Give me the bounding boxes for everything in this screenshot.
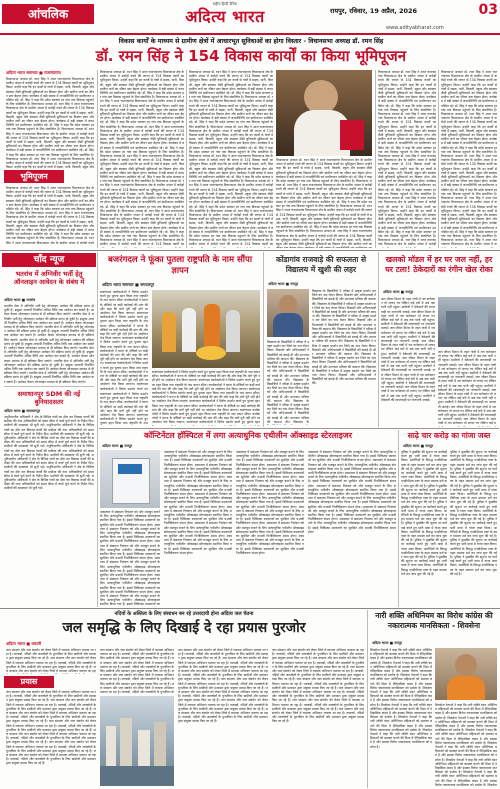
story5-headline: कॉन्टिनेंटल हॉस्पिटल में लगा अत्याधुनिक एथीलीन ऑक्साइड स्टेरलाइजर [143, 431, 352, 440]
divider [375, 70, 376, 248]
lead-body-col1b: विधानसभा अध्यक्ष डॉ. रमन सिंह ने आज राजनांदगांव विधानसभा क्षेत्र के ग्रामीण अंचल में करोड़ों रुपये की लागत से 154 विकास कार्यों का भूमिपूजन किया। उन्होंने कहा कि इन कार्यों से गांवों में सड़क, पानी, बिजली, स्कूल और स्वास्थ्य जैसी बुनियादी सुविधाओं का विस्तार होगा और ग्रामीण जनों का जीवन स्तर बेहतर होगा। कार्यक्रम में बड़ी संख्या में जनप्रतिनिधि एवं ग्रामीणजन उपस्थित रहे। डॉ. सिंह ने कहा कि प्रदेश सरकार हर गांव तक विकास पहुंचाने के लिए संकल्पित है। विधानसभा अध्यक्ष डॉ. रमन सिंह ने आज राजनांदगांव विधानसभा क्षेत्र के ग्रामीण अंचल में करोड़ों रुपये की लागत से 154 विकास कार्यों का भूमिपूजन किया। उन्होंने कहा कि इन कार्यों से गांवों में सड़क, पानी, बिजली, स्कूल और स्वास्थ्य जैसी बुनियादी सुविधाओं का विस्तार होगा और ग्रामीण जनों का जीवन स्तर बेहतर होगा। कार्यक्रम में बड़ी संख्या में जनप्रतिनिधि एवं ग्रामीणजन उपस्थित रहे। डॉ. सिंह ने कहा कि प्रदेश सरकार हर गांव तक विकास पहुंचाने के लिए संकल्पित है। विधानसभा अध्यक्ष डॉ. रमन सिंह ने आज राजनांदगांव विधानसभा क्षेत्र के ग्रामीण अंचल में करोड़ों रुपये [6, 186, 94, 244]
city: रायपुर, [330, 7, 347, 15]
story4-photo [438, 297, 496, 347]
sidebar-body-2: अनुविभागीय अधिकारी ने क्षेत्र के विभिन्न गांवों का दौरा कर विकास कार्यों की समीक्षा की तथा अधिकारियों को समय सीमा में कार्य पूर्ण करने के निर्देश दिए। ग्रामीणों की समस्याएं भी सुनी गईं। अनुविभागीय अधिकारी ने क्षेत्र के विभिन्न गांवों का दौरा कर विकास कार्यों की समीक्षा की तथा अधिकारियों को समय सीमा में कार्य पूर्ण करने के निर्देश दिए। ग्रामीणों की समस्याएं भी सुनी गईं। अनुविभागीय अधिकारी ने क्षेत्र के विभिन्न गांवों का दौरा कर विकास कार्यों की समीक्षा की तथा अधिकारियों को समय सीमा में कार्य पूर्ण करने के निर्देश दिए। ग्रामीणों की समस्याएं भी सुनी गईं। अनुविभागीय अधिकारी ने क्षेत्र के विभिन्न गांवों का दौरा कर विकास कार्यों की समीक्षा की तथा अधिकारियों को समय सीमा में कार्य पूर्ण करने के निर्देश दिए। ग्रामीणों की समस्याएं भी सुनी गईं। अनुविभागीय अधिकारी ने क्षेत्र के विभिन्न गांवों का दौरा कर विकास कार्यों की समीक्षा की तथा अधिकारियों को समय सीमा में कार्य पूर्ण करने के निर्देश दिए। ग्रामीणों की समस्याएं भी सुनी गईं। अनुविभागीय अधिकारी ने क्षेत्र के विभिन्न गांवों का दौरा कर विकास कार्यों की समीक्षा की तथा अधिकारियों को समय सीमा में कार्य पूर्ण करने के निर्देश दिए। ग्रामीणों की समस्याएं भी सुनी गईं। अनुविभागीय अधिकारी ने क्षेत्र के विभिन्न गांवों का दौरा कर विकास कार्यों की समीक्षा की तथा अधिकारियों को समय सीमा में कार्य पूर्ण करने के निर्देश दिए। ग्रामीणों की समस्याएं भी सुनी गईं। [4, 415, 94, 491]
lead-byline: अदित्य भारत समाचार ■ राजनांदगांव [6, 70, 61, 75]
divider [367, 610, 368, 788]
section-label: आंचलिक [2, 4, 94, 24]
story6-byline: अदित्य भारत ■ रायपुर [403, 444, 434, 448]
story8-photo [435, 648, 497, 700]
dateline [330, 6, 472, 15]
sidebar-byline-1: अदित्य भारत ■ भतरांच [4, 298, 36, 302]
story7-byline: अदित्य भारत ■ धमतरी [6, 641, 42, 646]
story3-body-1: विद्यालय के विद्यार्थियों ने परीक्षा में उत्कृष्ट प्रदर्शन कर जिले का नाम रोशन किया। शिक्षकों और अभिभावकों ने विद्यार्थियों को बधाई दी और उज्ज्वल भविष्य की कामना की। विद्यालय के विद्यार्थियों ने परीक्षा में उत्कृष्ट प्रदर्शन कर जिले का नाम रोशन किया। शिक्षकों और अभिभावकों ने विद्यार्थियों को बधाई दी और उज्ज्वल भविष्य की कामना की। विद्यालय के विद्यार्थियों ने परीक्षा में उत्कृष्ट प्रदर्शन कर जिले का नाम रोशन किया। शिक्षकों और अभिभावकों ने विद्यार्थियों को बधाई दी और उज्ज्वल भविष्य की कामना की। विद्यालय के विद्यार्थियों ने परीक्षा में उत्कृष्ट प्रदर्शन कर जिले का नाम रोशन किया। शिक्षकों और अभिभावकों ने विद्यार्थियों को बधाई दी और उज्ज्वल भविष्य की कामना की। विद्यालय के विद्यार्थियों ने परीक्षा में उत्कृष्ट प्रदर्शन कर जिले का नाम रोशन किया। शिक्षकों और अभिभावकों ने विद्यार्थियों को बधाई दी और उज्ज्वल भविष्य की कामना की। विद्यालय के विद्यार्थियों ने परीक्षा में उत्कृष्ट प्रदर्शन कर जिले का नाम रोशन किया। शिक्षकों और अभिभावकों ने विद्यार्थियों को बधाई दी और उज्ज्वल भविष्य की कामना की। विद्यालय के विद्यार्थियों ने परीक्षा में उत्कृष्ट प्रदर्शन कर जिले का नाम रोशन किया। शिक्षकों और अभिभावकों ने विद्यार्थियों को बधाई दी और उज्ज्वल भविष्य की कामना की। [312, 289, 376, 386]
story3-body-2: विद्यालय के विद्यार्थियों ने परीक्षा में उत्कृष्ट प्रदर्शन कर जिले का नाम रोशन किया। शिक्षकों और अभिभावकों ने विद्यार्थियों को बधाई दी और उज्ज्वल भविष्य की कामना की। विद्यालय के विद्यार्थियों ने परीक्षा में उत्कृष्ट प्रदर्शन कर जिले का नाम रोशन किया। शिक्षकों और अभिभावकों ने विद्यार्थियों को बधाई दी और उज्ज्वल भविष्य की कामना की। विद्यालय के विद्यार्थियों ने परीक्षा में उत्कृष्ट प्रदर्शन कर जिले का नाम रोशन किया। शिक्षकों और अभिभावकों ने विद्यार्थियों को बधाई दी और उज्ज्वल भविष्य की कामना की। विद्यालय के विद्यार्थियों ने परीक्षा में उत्कृष्ट प्रदर्शन कर जिले का नाम रोशन किया। शिक्षकों और अभिभावकों ने विद्यार्थियों को बधाई दी और उज्ज्वल भविष्य की कामना की। विद्यालय के [267, 340, 309, 424]
section-rule [0, 250, 500, 251]
lead-body-col3: विधानसभा अध्यक्ष डॉ. रमन सिंह ने आज राजनांदगांव विधानसभा क्षेत्र के ग्रामीण अंचल में करोड़ों रुपये की लागत से 154 विकास कार्यों का भूमिपूजन किया। उन्होंने कहा कि इन कार्यों से गांवों में सड़क, पानी, बिजली, स्कूल और स्वास्थ्य जैसी बुनियादी सुविधाओं का विस्तार होगा और ग्रामीण जनों का जीवन स्तर बेहतर होगा। कार्यक्रम में बड़ी संख्या में जनप्रतिनिधि एवं ग्रामीणजन उपस्थित रहे। डॉ. सिंह ने कहा कि प्रदेश सरकार हर गांव तक विकास पहुंचाने के लिए संकल्पित है। विधानसभा अध्यक्ष डॉ. रमन सिंह ने आज राजनांदगांव विधानसभा क्षेत्र के ग्रामीण अंचल में करोड़ों रुपये की लागत से 154 विकास कार्यों का भूमिपूजन किया। उन्होंने कहा कि इन कार्यों से गांवों में सड़क, पानी, बिजली, स्कूल और स्वास्थ्य जैसी बुनियादी सुविधाओं का विस्तार होगा और ग्रामीण जनों का जीवन स्तर बेहतर होगा। कार्यक्रम में बड़ी संख्या में जनप्रतिनिधि एवं ग्रामीणजन उपस्थित रहे। डॉ. सिंह ने कहा कि प्रदेश सरकार हर गांव तक विकास पहुंचाने के लिए संकल्पित है। विधानसभा अध्यक्ष डॉ. रमन सिंह ने आज राजनांदगांव विधानसभा क्षेत्र के ग्रामीण अंचल में करोड़ों रुपये की लागत से 154 विकास कार्यों का भूमिपूजन किया। उन्होंने कहा कि इन कार्यों से गांवों में सड़क, पानी, बिजली, स्कूल और स्वास्थ्य जैसी बुनियादी सुविधाओं का विस्तार होगा और ग्रामीण जनों का जीवन स्तर बेहतर होगा। कार्यक्रम में बड़ी संख्या में जनप्रतिनिधि एवं ग्रामीणजन उपस्थित रहे। डॉ. सिंह ने कहा कि प्रदेश सरकार हर गांव तक विकास पहुंचाने के लिए संकल्पित है। विधानसभा अध्यक्ष डॉ. रमन सिंह ने आज राजनांदगांव विधानसभा क्षेत्र के ग्रामीण अंचल में करोड़ों रुपये की लागत से 154 विकास कार्यों का भूमिपूजन किया। उन्होंने कहा कि इन कार्यों से गांवों में सड़क, पानी, बिजली, स्कूल और स्वास्थ्य जैसी बुनियादी सुविधाओं का विस्तार होगा और ग्रामीण जनों का जीवन स्तर बेहतर होगा। कार्यक्रम में बड़ी संख्या में जनप्रतिनिधि एवं ग्रामीणजन उपस्थित रहे। डॉ. सिंह ने कहा कि प्रदेश सरकार हर गांव तक विकास पहुंचाने के लिए संकल्पित है। विधानसभा अध्यक्ष डॉ. रमन सिंह ने आज राजनांदगांव विधानसभा क्षेत्र के ग्रामीण अंचल में करोड़ों रुपये की लागत से 154 विकास कार्यों का भूमिपूजन किया। उन्होंने कहा कि इन कार्यों से गांवों में सड़क, पानी, बिजली, स्कूल और स्वास्थ्य जैसी बुनियादी सुविधाओं का विस्तार होगा और ग्रामीण जनों का जीवन स्तर बेहतर होगा। कार्यक्रम में बड़ी संख्या में जनप्रतिनिधि एवं ग्रामीणजन उपस्थित रहे। डॉ. सिंह ने कहा कि प्रदेश सरकार हर गांव तक विकास पहुंचाने के लिए संकल्पित है। विधानसभा अध्यक्ष डॉ. रमन सिंह ने आज राजनांदगांव विधानसभा क्षेत्र के ग्रामीण अंचल में करोड़ों रुपये की लागत से 154 विकास कार्यों का भूमिपूजन किया। उन्होंने कहा कि इन कार्यों से गांवों में सड़क, पानी, बिजली, स्कूल और स्वास्थ्य जैसी बुनियादी सुविधाओं का विस्तार होगा और ग्रामीण जनों का जीवन स्तर बेहतर होगा। कार्यक्रम में बड़ी संख्या में जनप्रतिनिधि एवं ग्रामीणजन उपस्थित रहे। डॉ. सिंह ने कहा कि प्रदेश सरकार हर गांव तक विकास पहुंचाने के लिए संकल्पित है। विधानसभा अध्यक्ष डॉ. रमन सिंह ने आज राजनांदगांव विधानसभा क्षेत्र के ग्रामीण अंचल में करोड़ों रुपये की लागत से 154 विकास कार्यों का [189, 70, 273, 247]
logo-tagline: राष्ट्रीय हिन्दी दैनिक [212, 2, 238, 6]
issue-date: रविवार, 19 अप्रैल, 2026 [349, 7, 418, 15]
story8-body-2: शिवसेना नेताओं ने कहा कि नारी शक्ति वंदन अधिनियम महिलाओं को सशक्त बनाने की दिशा में ऐतिहासिक कदम है और इसका विरोध नकारात्मक मानसिकता को दर्शाता है। शिवसेना नेताओं ने कहा कि नारी शक्ति वंदन अधिनियम महिलाओं को सशक्त बनाने की दिशा में ऐतिहासिक कदम है और इसका विरोध नकारात्मक मानसिकता को दर्शाता है। शिवसेना नेताओं ने कहा कि नारी शक्ति वंदन अधिनियम महिलाओं को सशक्त बनाने की दिशा में ऐतिहासिक कदम है और इसका विरोध नकारात्मक मानसिकता को दर्शाता है। शिवसेना नेताओं ने कहा कि नारी शक्ति वंदन अधिनियम महिलाओं को सशक्त बनाने की दिशा में ऐतिहासिक कदम है और इसका विरोध नकारात्मक मानसिकता को दर्शाता है। शिवसेना नेताओं ने कहा कि नारी शक्ति वंदन अधिनियम महिलाओं को सशक्त बनाने की दिशा में ऐतिहासिक कदम है और इसका विरोध नकारात्मक मानसिकता को दर्शाता है। शिवसेना नेताओं ने कहा कि नारी शक्ति वंदन अधिनियम महिलाओं को सशक्त बनाने की दिशा में ऐतिहासिक कदम है और इसका विरोध नकारात्मक मानसिकता को दर्शाता है। शिवसेना [435, 703, 497, 786]
lead-body-col2: विधानसभा अध्यक्ष डॉ. रमन सिंह ने आज राजनांदगांव विधानसभा क्षेत्र के ग्रामीण अंचल में करोड़ों रुपये की लागत से 154 विकास कार्यों का भूमिपूजन किया। उन्होंने कहा कि इन कार्यों से गांवों में सड़क, पानी, बिजली, स्कूल और स्वास्थ्य जैसी बुनियादी सुविधाओं का विस्तार होगा और ग्रामीण जनों का जीवन स्तर बेहतर होगा। कार्यक्रम में बड़ी संख्या में जनप्रतिनिधि एवं ग्रामीणजन उपस्थित रहे। डॉ. सिंह ने कहा कि प्रदेश सरकार हर गांव तक विकास पहुंचाने के लिए संकल्पित है। विधानसभा अध्यक्ष डॉ. रमन सिंह ने आज राजनांदगांव विधानसभा क्षेत्र के ग्रामीण अंचल में करोड़ों रुपये की लागत से 154 विकास कार्यों का भूमिपूजन किया। उन्होंने कहा कि इन कार्यों से गांवों में सड़क, पानी, बिजली, स्कूल और स्वास्थ्य जैसी बुनियादी सुविधाओं का विस्तार होगा और ग्रामीण जनों का जीवन स्तर बेहतर होगा। कार्यक्रम में बड़ी संख्या में जनप्रतिनिधि एवं ग्रामीणजन उपस्थित रहे। डॉ. सिंह ने कहा कि प्रदेश सरकार हर गांव तक विकास पहुंचाने के लिए संकल्पित है। विधानसभा अध्यक्ष डॉ. रमन सिंह ने आज राजनांदगांव विधानसभा क्षेत्र के ग्रामीण अंचल में करोड़ों रुपये की लागत से 154 विकास कार्यों का भूमिपूजन किया। उन्होंने कहा कि इन कार्यों से गांवों में सड़क, पानी, बिजली, स्कूल और स्वास्थ्य जैसी बुनियादी सुविधाओं का विस्तार होगा और ग्रामीण जनों का जीवन स्तर बेहतर होगा। कार्यक्रम में बड़ी संख्या में जनप्रतिनिधि एवं ग्रामीणजन उपस्थित रहे। डॉ. सिंह ने कहा कि प्रदेश सरकार हर गांव तक विकास पहुंचाने के लिए संकल्पित है। विधानसभा अध्यक्ष डॉ. रमन सिंह ने आज राजनांदगांव विधानसभा क्षेत्र के ग्रामीण अंचल में करोड़ों रुपये की लागत से 154 विकास कार्यों का भूमिपूजन किया। उन्होंने कहा कि इन कार्यों से गांवों में सड़क, पानी, बिजली, स्कूल और स्वास्थ्य जैसी बुनियादी सुविधाओं का विस्तार होगा और ग्रामीण जनों का जीवन स्तर बेहतर होगा। कार्यक्रम में बड़ी संख्या में जनप्रतिनिधि एवं ग्रामीणजन उपस्थित रहे। डॉ. सिंह ने कहा कि प्रदेश सरकार हर गांव तक विकास पहुंचाने के लिए संकल्पित है। विधानसभा अध्यक्ष डॉ. रमन सिंह ने आज राजनांदगांव विधानसभा क्षेत्र के ग्रामीण अंचल में करोड़ों रुपये की लागत से 154 विकास कार्यों का भूमिपूजन किया। उन्होंने कहा कि इन कार्यों से गांवों में सड़क, पानी, बिजली, स्कूल और स्वास्थ्य जैसी बुनियादी सुविधाओं का विस्तार होगा और ग्रामीण जनों का जीवन स्तर बेहतर होगा। कार्यक्रम में बड़ी संख्या में जनप्रतिनिधि एवं ग्रामीणजन उपस्थित रहे। डॉ. सिंह ने कहा कि प्रदेश सरकार हर गांव तक विकास पहुंचाने के लिए संकल्पित है। विधानसभा अध्यक्ष डॉ. रमन सिंह ने आज राजनांदगांव विधानसभा क्षेत्र के ग्रामीण अंचल में करोड़ों रुपये की लागत से 154 विकास कार्यों का भूमिपूजन किया। उन्होंने कहा कि इन कार्यों से गांवों में सड़क, पानी, बिजली, स्कूल और स्वास्थ्य जैसी बुनियादी सुविधाओं का विस्तार होगा और ग्रामीण जनों का जीवन स्तर बेहतर होगा। कार्यक्रम में बड़ी संख्या में जनप्रतिनिधि एवं ग्रामीणजन उपस्थित रहे। डॉ. सिंह ने कहा कि प्रदेश सरकार हर गांव तक विकास पहुंचाने के लिए संकल्पित है। विधानसभा अध्यक्ष डॉ. रमन सिंह ने आज राजनांदगांव विधानसभा क्षेत्र के ग्रामीण अंचल में करोड़ों रुपये की लागत से 154 विकास कार्यों का [100, 70, 184, 247]
story7-body-2: जल संरक्षण और जल संवर्धन को लेकर जिले में व्यापक अभियान चलाया जा रहा है। तालाबों, नदियों और जलस्रोतों के पुनर्जीवन के लिए ग्रामीणों और प्रशासन द्वारा संयुक्त प्रयास किए जा रहे हैं। जल संरक्षण और जल संवर्धन को लेकर जिले में व्यापक अभियान चलाया जा रहा है। तालाबों, नदियों और जलस्रोतों के पुनर्जीवन के लिए ग्रामीणों और प्रशासन द्वारा संयुक्त प्रयास किए जा रहे हैं। जल संरक्षण और जल संवर्धन को लेकर जिले में व्यापक अभियान चलाया जा रहा है। तालाबों, नदियों और जलस्रोतों के पुनर्जीवन के लिए ग्रामीणों और प्रशासन द्वारा संयुक्त प्रयास किए जा रहे हैं। जल संरक्षण और जल संवर्धन को लेकर जिले में व्यापक अभियान चलाया जा रहा है। तालाबों, नदियों और जलस्रोतों के पुनर्जीवन के लिए ग्रामीणों और प्रशासन द्वारा संयुक्त प्रयास किए जा रहे हैं। जल संरक्षण और जल संवर्धन को लेकर जिले में व्यापक अभियान चलाया जा रहा है। तालाबों, नदियों और जलस्रोतों के पुनर्जीवन के लिए ग्रामीणों और प्रशासन द्वारा संयुक्त प्रयास किए जा रहे हैं। जल संरक्षण और जल संवर्धन को लेकर जिले में व्यापक अभियान चलाया जा रहा है। तालाबों, नदियों और जलस्रोतों के पुनर्जीवन के लिए ग्रामीणों और प्रशासन द्वारा संयुक्त प्रयास किए जा रहे हैं। जल संरक्षण और जल संवर्धन को लेकर जिले में व्यापक अभियान चलाया जा रहा है। तालाबों, नदियों और जलस्रोतों के पुनर्जीवन के लिए ग्रामीणों और प्रशासन द्वारा संयुक्त प्रयास किए जा रहे हैं। [6, 690, 96, 766]
story8-byline: अदित्य भारत ■ रायपुर [372, 641, 403, 645]
story4-headline: खलको मॉडल में हर घर जल नहीं, हर घर टला! ठेकेदारों का रंगीन खेल रोका [385, 255, 493, 274]
lead-kicker: विकास कार्यों के माध्यम से ग्रामीण क्षेत्रों में आधारभूत सुविधाओं का होगा विस्तार - विधानसभा अध्यक्ष डॉ. रमन सिंह [118, 38, 384, 45]
lead-body-col1: विधानसभा अध्यक्ष डॉ. रमन सिंह ने आज राजनांदगांव विधानसभा क्षेत्र के ग्रामीण अंचल में करोड़ों रुपये की लागत से 154 विकास कार्यों का भूमिपूजन किया। उन्होंने कहा कि इन कार्यों से गांवों में सड़क, पानी, बिजली, स्कूल और स्वास्थ्य जैसी बुनियादी सुविधाओं का विस्तार होगा और ग्रामीण जनों का जीवन स्तर बेहतर होगा। कार्यक्रम में बड़ी संख्या में जनप्रतिनिधि एवं ग्रामीणजन उपस्थित रहे। डॉ. सिंह ने कहा कि प्रदेश सरकार हर गांव तक विकास पहुंचाने के लिए संकल्पित है। विधानसभा अध्यक्ष डॉ. रमन सिंह ने आज राजनांदगांव विधानसभा क्षेत्र के ग्रामीण अंचल में करोड़ों रुपये की लागत से 154 विकास कार्यों का भूमिपूजन किया। उन्होंने कहा कि इन कार्यों से गांवों में सड़क, पानी, बिजली, स्कूल और स्वास्थ्य जैसी बुनियादी सुविधाओं का विस्तार होगा और ग्रामीण जनों का जीवन स्तर बेहतर होगा। कार्यक्रम में बड़ी संख्या में जनप्रतिनिधि एवं ग्रामीणजन उपस्थित रहे। डॉ. सिंह ने कहा कि प्रदेश सरकार हर गांव तक विकास पहुंचाने के लिए संकल्पित है। विधानसभा अध्यक्ष डॉ. रमन सिंह ने आज राजनांदगांव विधानसभा क्षेत्र के ग्रामीण अंचल में करोड़ों रुपये की लागत से 154 विकास कार्यों का भूमिपूजन किया। उन्होंने कहा कि इन कार्यों से गांवों में सड़क, पानी, बिजली, स्कूल और स्वास्थ्य जैसी बुनियादी सुविधाओं का विस्तार होगा और ग्रामीण जनों का जीवन स्तर बेहतर होगा। कार्यक्रम में बड़ी संख्या में जनप्रतिनिधि एवं ग्रामीणजन उपस्थित रहे। डॉ. सिंह ने कहा कि प्रदेश सरकार हर गांव तक विकास पहुंचाने के लिए संकल्पित है। विधानसभा अध्यक्ष डॉ. रमन सिंह ने आज राजनांदगांव विधानसभा क्षेत्र के ग्रामीण अंचल में करोड़ों रुपये की लागत से 154 विकास कार्यों का भूमिपूजन किया। उन्होंने कहा कि इन कार्यों से गांवों में सड़क, पानी, बिजली, स्कूल और [6, 77, 94, 169]
story2-body-2: बजरंगदल कार्यकर्ताओं ने विरोध प्रदर्शन करते हुए पुतला दहन किया तथा राष्ट्रपति के नाम ज्ञापन सौंपा। कार्यकर्ताओं ने घटना के दोषियों पर कड़ी कार्रवाई की मांग की और कहा कि मांगें पूरी नहीं होने पर आंदोलन तेज किया जाएगा। बजरंगदल कार्यकर्ताओं ने विरोध प्रदर्शन करते हुए पुतला दहन किया तथा राष्ट्रपति के नाम ज्ञापन सौंपा। कार्यकर्ताओं ने घटना के दोषियों पर कड़ी कार्रवाई की मांग की और कहा कि मांगें पूरी नहीं होने पर आंदोलन तेज किया जाएगा। बजरंगदल कार्यकर्ताओं ने विरोध प्रदर्शन करते हुए पुतला दहन किया तथा राष्ट्रपति के नाम ज्ञापन सौंपा। कार्यकर्ताओं ने घटना के दोषियों पर कड़ी कार्रवाई की मांग की और कहा कि मांगें पूरी नहीं होने पर आंदोलन तेज किया जाएगा। बजरंगदल कार्यकर्ताओं ने विरोध प्रदर्शन करते हुए पुतला दहन किया तथा राष्ट्रपति के नाम ज्ञापन सौंपा। कार्यकर्ताओं ने घटना के दोषियों पर कड़ी कार्रवाई की मांग की और कहा कि मांगें पूरी नहीं होने पर आंदोलन तेज किया जाएगा। बजरंगदल कार्यकर्ताओं ने विरोध प्रदर्शन करते हुए पुतला दहन किया तथा राष्ट्रपति के नाम ज्ञापन सौंपा। कार्यकर्ताओं ने घटना के दोषियों पर कड़ी कार्रवाई की मांग की और कहा कि मांगें पूरी नहीं होने पर आंदोलन तेज किया जाएगा। बजरंगदल कार्यकर्ताओं ने विरोध प्रदर्शन करते हुए पुतला दहन [152, 370, 260, 425]
story8-body-1: शिवसेना नेताओं ने कहा कि नारी शक्ति वंदन अधिनियम महिलाओं को सशक्त बनाने की दिशा में ऐतिहासिक कदम है और इसका विरोध नकारात्मक मानसिकता को दर्शाता है। शिवसेना नेताओं ने कहा कि नारी शक्ति वंदन अधिनियम महिलाओं को सशक्त बनाने की दिशा में ऐतिहासिक कदम है और इसका विरोध नकारात्मक मानसिकता को दर्शाता है। शिवसेना नेताओं ने कहा कि नारी शक्ति वंदन अधिनियम महिलाओं को सशक्त बनाने की दिशा में ऐतिहासिक कदम है और इसका विरोध नकारात्मक मानसिकता को दर्शाता है। शिवसेना नेताओं ने कहा कि नारी शक्ति वंदन अधिनियम महिलाओं को सशक्त बनाने की दिशा में ऐतिहासिक कदम है और इसका विरोध नकारात्मक मानसिकता को दर्शाता है। शिवसेना नेताओं ने कहा कि नारी शक्ति वंदन अधिनियम महिलाओं को सशक्त बनाने की दिशा में ऐतिहासिक कदम है और इसका विरोध नकारात्मक मानसिकता को दर्शाता है। शिवसेना नेताओं ने कहा कि नारी शक्ति वंदन अधिनियम महिलाओं को सशक्त बनाने की दिशा में ऐतिहासिक कदम है और इसका विरोध नकारात्मक मानसिकता को दर्शाता है। शिवसेना नेताओं ने कहा कि नारी शक्ति वंदन अधिनियम महिलाओं को सशक्त बनाने की दिशा में ऐतिहासिक कदम है और इसका विरोध नकारात्मक मानसिकता को दर्शाता है। [370, 648, 432, 749]
divider [99, 428, 499, 429]
story6-body-1: पुलिस ने मुखबिर की सूचना पर कार्रवाई करते हुए भारी मात्रा में गांजा जब्त किया। आरोपियों के विरुद्ध एनडीपीएस एक्ट के तहत मामला दर्ज कर जांच शुरू की गई है। पुलिस ने मुखबिर की सूचना पर कार्रवाई करते हुए भारी मात्रा में गांजा जब्त किया। आरोपियों के विरुद्ध एनडीपीएस एक्ट के तहत मामला दर्ज कर जांच शुरू की गई है। पुलिस ने मुखबिर की सूचना पर कार्रवाई करते हुए भारी मात्रा में गांजा जब्त किया। आरोपियों के विरुद्ध एनडीपीएस एक्ट के तहत मामला दर्ज कर जांच शुरू की गई है। पुलिस ने मुखबिर की सूचना पर कार्रवाई करते हुए भारी मात्रा में गांजा जब्त किया। आरोपियों के विरुद्ध एनडीपीएस एक्ट के तहत मामला दर्ज कर जांच शुरू की गई है। पुलिस ने मुखबिर की सूचना पर कार्रवाई करते हुए भारी मात्रा में गांजा जब्त किया। आरोपियों के विरुद्ध एनडीपीएस एक्ट के तहत मामला दर्ज कर जांच शुरू की गई है। पुलिस ने मुखबिर की सूचना पर कार्रवाई करते हुए भारी मात्रा में गांजा जब्त किया। आरोपियों के विरुद्ध एनडीपीएस एक्ट के तहत मामला दर्ज कर जांच शुरू की गई है। पुलिस ने मुखबिर की सूचना पर कार्रवाई करते हुए भारी मात्रा में गांजा जब्त किया। आरोपियों के विरुद्ध एनडीपीएस एक्ट के तहत मामला दर्ज कर जांच शुरू की गई है। [401, 450, 447, 576]
story7-body-3: जल संरक्षण और जल संवर्धन को लेकर जिले में व्यापक अभियान चलाया जा रहा है। तालाबों, नदियों और जलस्रोतों के पुनर्जीवन के लिए ग्रामीणों और प्रशासन द्वारा संयुक्त प्रयास किए जा रहे हैं। जल संरक्षण और जल संवर्धन को लेकर जिले में व्यापक अभियान चलाया जा रहा है। तालाबों, नदियों और जलस्रोतों के पुनर्जीवन के लिए ग्रामीणों और प्रशासन द्वारा संयुक्त प्रयास किए जा रहे हैं। जल संरक्षण और जल संवर्धन को लेकर जिले में व्यापक अभियान चलाया जा रहा है। तालाबों, नदियों और जलस्रोतों के पुनर्जीवन के लिए ग्रामीणों और प्रशासन द्वारा संयुक्त प्रयास किए जा रहे हैं। जल संरक्षण और जल संवर्धन को लेकर जिले में व्यापक अभियान चलाया जा रहा है। तालाबों, नदियों और जलस्रोतों के पुनर्जीवन के [100, 648, 174, 694]
lead-body-col4: विधानसभा अध्यक्ष डॉ. रमन सिंह ने आज राजनांदगांव विधानसभा क्षेत्र के ग्रामीण अंचल में करोड़ों रुपये की लागत से 154 विकास कार्यों का भूमिपूजन किया। उन्होंने कहा कि इन कार्यों से गांवों में सड़क, पानी, बिजली, स्कूल और स्वास्थ्य जैसी बुनियादी सुविधाओं का विस्तार होगा और ग्रामीण जनों का जीवन स्तर बेहतर होगा। कार्यक्रम में बड़ी संख्या में जनप्रतिनिधि एवं ग्रामीणजन उपस्थित रहे। डॉ. सिंह ने कहा कि प्रदेश सरकार हर गांव तक विकास पहुंचाने के लिए संकल्पित है। विधानसभा अध्यक्ष डॉ. रमन सिंह ने आज राजनांदगांव विधानसभा क्षेत्र के ग्रामीण अंचल में करोड़ों रुपये की लागत से 154 विकास कार्यों का भूमिपूजन किया। उन्होंने कहा कि इन कार्यों से गांवों में सड़क, पानी, बिजली, स्कूल और स्वास्थ्य जैसी बुनियादी सुविधाओं का विस्तार होगा और ग्रामीण जनों का जीवन स्तर बेहतर होगा। कार्यक्रम में बड़ी संख्या में जनप्रतिनिधि एवं ग्रामीणजन उपस्थित रहे। डॉ. सिंह ने कहा कि प्रदेश सरकार हर गांव तक विकास पहुंचाने के लिए संकल्पित है। विधानसभा अध्यक्ष डॉ. रमन सिंह ने आज राजनांदगांव विधानसभा क्षेत्र के ग्रामीण अंचल में करोड़ों रुपये की लागत से 154 विकास कार्यों का भूमिपूजन किया। उन्होंने कहा कि इन कार्यों से गांवों में सड़क, पानी, बिजली, स्कूल और स्वास्थ्य जैसी बुनियादी सुविधाओं का विस्तार होगा और ग्रामीण जनों का जीवन स्तर बेहतर होगा। कार्यक्रम में बड़ी संख्या में जनप्रतिनिधि एवं ग्रामीणजन उपस्थित रहे। डॉ. सिंह ने कहा कि प्रदेश सरकार हर गांव तक विकास पहुंचाने के लिए संकल्पित है। विधानसभा अध्यक्ष डॉ. रमन सिंह ने आज राजनांदगांव विधानसभा क्षेत्र के ग्रामीण अंचल में करोड़ों रुपये की लागत से 154 विकास कार्यों का भूमिपूजन किया। उन्होंने कहा कि इन कार्यों से गांवों में सड़क, पानी, बिजली, स्कूल और स्वास्थ्य जैसी बुनियादी सुविधाओं का विस्तार होगा और ग्रामीण जनों का [276, 158, 372, 247]
story3-photo [267, 289, 309, 337]
story4-body-2: जल जीवन मिशन के तहत गांवों में नल कनेक्शन तो लगाए गए लेकिन कई घरों में अब तक पानी नहीं पहुंचा। ग्रामीणों ने ठेकेदारों की लापरवाही पर नाराजगी जताई। जल जीवन मिशन के तहत गांवों में नल कनेक्शन तो लगाए गए लेकिन कई घरों में अब तक पानी नहीं पहुंचा। ग्रामीणों ने ठेकेदारों की लापरवाही पर नाराजगी जताई। जल जीवन मिशन के तहत गांवों में नल कनेक्शन तो लगाए गए लेकिन कई घरों में अब तक पानी नहीं पहुंचा। ग्रामीणों ने ठेकेदारों की लापरवाही पर नाराजगी जताई। जल जीवन मिशन के तहत गांवों में नल कनेक्शन तो लगाए गए लेकिन कई घरों में अब तक पानी नहीं पहुंचा। ग्रामीणों ने ठेकेदारों की लापरवाही पर नाराजगी जताई। जल जीवन मिशन के तहत गांवों में नल कनेक्शन तो लगाए गए लेकिन कई घरों में अब तक पानी नहीं पहुंचा। ग्रामीणों ने ठेकेदारों की लापरवाही पर नाराजगी जताई। जल जीवन मिशन के तहत गांवों में नल कनेक्शन तो लगाए गए लेकिन कई घ [438, 350, 496, 426]
masthead-rule [0, 33, 500, 35]
story4-body-1: जल जीवन मिशन के तहत गांवों में नल कनेक्शन तो लगाए गए लेकिन कई घरों में अब तक पानी नहीं पहुंचा। ग्रामीणों ने ठेकेदारों की लापरवाही पर नाराजगी जताई। जल जीवन मिशन के तहत गांवों में नल कनेक्शन तो लगाए गए लेकिन कई घरों में अब तक पानी नहीं पहुंचा। ग्रामीणों ने ठेकेदारों की लापरवाही पर नाराजगी जताई। जल जीवन मिशन के तहत गांवों में नल कनेक्शन तो लगाए गए लेकिन कई घरों में अब तक पानी नहीं पहुंचा। ग्रामीणों ने ठेकेदारों की लापरवाही पर नाराजगी जताई। जल जीवन मिशन के तहत गांवों में नल कनेक्शन तो लगाए गए लेकिन कई घरों में अब तक पानी नहीं पहुंचा। ग्रामीणों ने ठेकेदारों की लापरवाही पर नाराजगी जताई। जल जीवन मिशन के तहत गांवों में नल कनेक्शन तो लगाए गए लेकिन कई घरों में अब तक पानी नहीं पहुंचा। ग्रामीणों ने ठेकेदारों की लापरवाही पर नाराजगी जताई। जल जीवन मिशन के तहत गांवों में नल कनेक्शन तो लगाए गए लेकिन कई घरों में अब तक पानी नहीं पहुंचा। ग्रामीणों ने ठेकेदारों की लापरवाही पर नाराजगी जताई। जल जीवन मिशन के तहत गांवों में नल कनेक्शन तो लगाए गए लेकिन कई घरों में अब तक पानी नहीं पहुंचा। ग्रामीणों ने ठेकेदारों की लापरवाही पर नाराजगी जताई। [381, 297, 435, 402]
divider [97, 70, 98, 248]
divider [438, 70, 439, 248]
divider [186, 70, 187, 248]
story5-body-4: अस्पताल में संक्रमण नियंत्रण को और मजबूत बनाने के लिए अत्याधुनिक एथीलीन ऑक्साइड स्टेरलाइजर स्थापित किया गया है। इससे चिकित्सा उपकरणों का सुरक्षित और प्रभावी निर्जीवीकरण संभव होगा। अस्पताल में संक्रमण नियंत्रण को और मजबूत बनाने के लिए अत्याधुनिक एथीलीन ऑक्साइड स्टेरलाइजर स्थापित किया गया है। इससे चिकित्सा उपकरणों का सुरक्षित और प्रभावी निर्जीवीकरण संभव होगा। अस्पताल में संक्रमण नियंत्रण को और मजबूत बनाने के लिए अत्याधुनिक एथीलीन ऑक्साइड स्टेरलाइजर स्थापित किया गया है। इससे चिकित्सा उपकरणों का सुरक्षित और प्रभावी निर्जीवीकरण संभव होगा। अस्पताल में संक्रमण नियंत्रण को और मजबूत बनाने के लिए अत्याधुनिक एथीलीन ऑक्साइड स्टेरलाइजर स्थापित किया गया है। इससे चिकित्सा उपकरणों का सुरक्षित और प्रभावी निर्जीवीकरण संभव होगा। अस्पताल में संक्रमण नियंत्रण को और मजबूत बनाने के लिए अत्याधुनिक एथीलीन ऑक्साइड स्टेरलाइजर स्थापित किया गया है। इससे चिकित्सा उपकरणों का सुरक्षित और प्रभावी निर्जीवीकरण संभव होगा। अस्पताल में संक्रमण नियंत्रण को और मजबूत बनाने के लिए अत्याधुनिक एथीलीन ऑक्साइड स्टेरलाइजर स्थापित किया गया है। इससे चिकित्सा उपकरणों का सुरक्षित और प्रभावी निर्जीवीकरण संभव होगा। अस्पताल में संक्रमण नियंत्रण को और मजबूत बनाने के लिए अत्याधुनिक एथीलीन ऑक्साइड स्टेरलाइजर स्थापित किया गया है। इससे चिकित्सा उपकरणों का सुरक्षित और प्रभावी निर्जीवीकरण संभव होगा। [308, 450, 396, 534]
story8-headline: नारी शक्ति अधिनियम का विरोध कांग्रेस की नकारात्मक मानसिकता - शिवसेना [375, 611, 493, 630]
story2-body-1: बजरंगदल कार्यकर्ताओं ने विरोध प्रदर्शन करते हुए पुतला दहन किया तथा राष्ट्रपति के नाम ज्ञापन सौंपा। कार्यकर्ताओं ने घटना के दोषियों पर कड़ी कार्रवाई की मांग की और कहा कि मांगें पूरी नहीं होने पर आंदोलन तेज किया जाएगा। बजरंगदल कार्यकर्ताओं ने विरोध प्रदर्शन करते हुए पुतला दहन किया तथा राष्ट्रपति के नाम ज्ञापन सौंपा। कार्यकर्ताओं ने घटना के दोषियों पर कड़ी कार्रवाई की मांग की और कहा कि मांगें पूरी नहीं होने पर आंदोलन तेज किया जाएगा। बजरंगदल कार्यकर्ताओं ने विरोध प्रदर्शन करते हुए पुतला दहन किया तथा राष्ट्रपति के नाम ज्ञापन सौंपा। कार्यकर्ताओं ने घटना के दोषियों पर कड़ी कार्रवाई की मांग की और कहा कि मांगें पूरी नहीं होने पर आंदोलन तेज किया जाएगा। बजरंगदल कार्यकर्ताओं ने विरोध प्रदर्शन करते हुए पुतला दहन किया तथा राष्ट्रपति के नाम ज्ञापन सौंपा। कार्यकर्ताओं ने घटना के दोषियों पर कड़ी कार्रवाई की मांग की और कहा कि मांगें पूरी नहीं होने पर आंदोलन तेज किया जाएगा। बजरंगदल कार्यकर्ताओं ने विरोध प्रदर्शन करते हुए [100, 290, 148, 390]
story7-subhead: प्रयास [4, 676, 54, 688]
lead-subhead: भूमिपूजन [4, 170, 64, 183]
sidebar-body-1: भारतीय सेना में अग्निवीर भर्ती हेतु ऑनलाइन आवेदन की प्रक्रिया प्रारंभ हो चुकी है। इच्छुक अभ्यर्थी निर्धारित अंतिम तिथि तक आवेदन कर सकते हैं। आवेदन केवल ऑनलाइन माध्यम से ही स्वीकार किए जाएंगे। भारतीय सेना में अग्निवीर भर्ती हेतु ऑनलाइन आवेदन की प्रक्रिया प्रारंभ हो चुकी है। इच्छुक अभ्यर्थी निर्धारित अंतिम तिथि तक आवेदन कर सकते हैं। आवेदन केवल ऑनलाइन माध्यम से ही स्वीकार किए जाएंगे। भारतीय सेना में अग्निवीर भर्ती हेतु ऑनलाइन आवेदन की प्रक्रिया प्रारंभ हो चुकी है। इच्छुक अभ्यर्थी निर्धारित अंतिम तिथि तक आवेदन कर सकते हैं। आवेदन केवल ऑनलाइन माध्यम से ही स्वीकार किए जाएंगे। भारतीय सेना में अग्निवीर भर्ती हेतु ऑनलाइन आवेदन की प्रक्रिया प्रारंभ हो चुकी है। इच्छुक अभ्यर्थी निर्धारित अंतिम तिथि तक आवेदन कर सकते हैं। आवेदन केवल ऑनलाइन माध्यम से ही स्वीकार किए जाएंगे। भारतीय सेना में अग्निवीर भर्ती हेतु ऑनलाइन आवेदन की प्रक्रिया प्रारंभ हो चुकी है। इच्छुक अभ्यर्थी निर्धारित अंतिम तिथि तक आवेदन कर सकते हैं। आवेदन केवल ऑनलाइन माध्यम से ही स्वीकार किए जाएंगे। भारतीय सेना में अग्निवीर भर्ती हेतु ऑनलाइन आवेदन की प्रक्रिया प्रारंभ हो चुकी है। इच्छुक अभ्यर्थी निर्धारित अंतिम तिथि तक आवेदन कर सकते हैं। आवेदन केवल ऑनलाइन माध्यम से ही स्वीकार किए जाएंगे। भारतीय सेना में अग्निवीर भर्ती हेतु ऑनलाइन आवेदन की प्रक्रिया प्रारंभ हो चुकी है। इच्छुक अभ्यर्थी निर्धारित अंतिम तिथि तक आवेदन कर सकते हैं। आवेदन केवल ऑनलाइन माध्यम से ही स्वीकार किए जाएंगे। [4, 304, 94, 384]
lead-body-col5: विधानसभा अध्यक्ष डॉ. रमन सिंह ने आज राजनांदगांव विधानसभा क्षेत्र के ग्रामीण अंचल में करोड़ों रुपये की लागत से 154 विकास कार्यों का भूमिपूजन किया। उन्होंने कहा कि इन कार्यों से गांवों में सड़क, पानी, बिजली, स्कूल और स्वास्थ्य जैसी बुनियादी सुविधाओं का विस्तार होगा और ग्रामीण जनों का जीवन स्तर बेहतर होगा। कार्यक्रम में बड़ी संख्या में जनप्रतिनिधि एवं ग्रामीणजन उपस्थित रहे। डॉ. सिंह ने कहा कि प्रदेश सरकार हर गांव तक विकास पहुंचाने के लिए संकल्पित है। विधानसभा अध्यक्ष डॉ. रमन सिंह ने आज राजनांदगांव विधानसभा क्षेत्र के ग्रामीण अंचल में करोड़ों रुपये की लागत से 154 विकास कार्यों का भूमिपूजन किया। उन्होंने कहा कि इन कार्यों से गांवों में सड़क, पानी, बिजली, स्कूल और स्वास्थ्य जैसी बुनियादी सुविधाओं का विस्तार होगा और ग्रामीण जनों का जीवन स्तर बेहतर होगा। कार्यक्रम में बड़ी संख्या में जनप्रतिनिधि एवं ग्रामीणजन उपस्थित रहे। डॉ. सिंह ने कहा कि प्रदेश सरकार हर गांव तक विकास पहुंचाने के लिए संकल्पित है। विधानसभा अध्यक्ष डॉ. रमन सिंह ने आज राजनांदगांव विधानसभा क्षेत्र के ग्रामीण अंचल में करोड़ों रुपये की लागत से 154 विकास कार्यों का भूमिपूजन किया। उन्होंने कहा कि इन कार्यों से गांवों में सड़क, पानी, बिजली, स्कूल और स्वास्थ्य जैसी बुनियादी सुविधाओं का विस्तार होगा और ग्रामीण जनों का जीवन स्तर बेहतर होगा। कार्यक्रम में बड़ी संख्या में जनप्रतिनिधि एवं ग्रामीणजन उपस्थित रहे। डॉ. सिंह ने कहा कि प्रदेश सरकार हर गांव तक विकास पहुंचाने के लिए संकल्पित है। विधानसभा अध्यक्ष डॉ. रमन सिंह ने आज राजनांदगांव विधानसभा क्षेत्र के ग्रामीण अंचल में करोड़ों रुपये की लागत से 154 विकास कार्यों का भूमिपूजन किया। उन्होंने कहा कि इन कार्यों से गांवों में सड़क, पानी, बिजली, स्कूल और स्वास्थ्य जैसी बुनियादी सुविधाओं का विस्तार होगा और ग्रामीण जनों का जीवन स्तर बेहतर होगा। कार्यक्रम में बड़ी संख्या में जनप्रतिनिधि एवं ग्रामीणजन उपस्थित रहे। डॉ. सिंह ने कहा कि प्रदेश सरकार हर गांव तक विकास पहुंचाने के लिए संकल्पित है। विधानसभा अध्यक्ष डॉ. रमन सिंह ने आज राजनांदगांव विधानसभा क्षेत्र के ग्रामीण अंचल में करोड़ों [378, 70, 436, 247]
story2-byline: अदित्य भारत समाचार ■ जगदलपुर [102, 282, 155, 287]
lead-headline: डॉ. रमन सिंह ने 154 विकास कार्यों का किया भूमिपूजन [95, 47, 407, 65]
story5-byline: अदित्य भारत ■ रायपुर [102, 444, 133, 448]
sidebar-title: चाँद न्यूज [2, 253, 96, 267]
sidebar-byline-2: अदित्य भारत ■ समाधानपुर [4, 409, 41, 413]
story7-kicker: नदियों के अस्तित्व के लिए संसाधन बन रहे उत्तरदायी होना अदित्य जल चेतना [114, 611, 254, 617]
story3-headline: कोंडागांव राजवाड़े की सफलता से विद्यालय में खुशी की लहर [275, 255, 367, 274]
story5-photo [100, 450, 160, 508]
lead-body-col6: विधानसभा अध्यक्ष डॉ. रमन सिंह ने आज राजनांदगांव विधानसभा क्षेत्र के ग्रामीण अंचल में करोड़ों रुपये की लागत से 154 विकास कार्यों का भूमिपूजन किया। उन्होंने कहा कि इन कार्यों से गांवों में सड़क, पानी, बिजली, स्कूल और स्वास्थ्य जैसी बुनियादी सुविधाओं का विस्तार होगा और ग्रामीण जनों का जीवन स्तर बेहतर होगा। कार्यक्रम में बड़ी संख्या में जनप्रतिनिधि एवं ग्रामीणजन उपस्थित रहे। डॉ. सिंह ने कहा कि प्रदेश सरकार हर गांव तक विकास पहुंचाने के लिए संकल्पित है। विधानसभा अध्यक्ष डॉ. रमन सिंह ने आज राजनांदगांव विधानसभा क्षेत्र के ग्रामीण अंचल में करोड़ों रुपये की लागत से 154 विकास कार्यों का भूमिपूजन किया। उन्होंने कहा कि इन कार्यों से गांवों में सड़क, पानी, बिजली, स्कूल और स्वास्थ्य जैसी बुनियादी सुविधाओं का विस्तार होगा और ग्रामीण जनों का जीवन स्तर बेहतर होगा। कार्यक्रम में बड़ी संख्या में जनप्रतिनिधि एवं ग्रामीणजन उपस्थित रहे। डॉ. सिंह ने कहा कि प्रदेश सरकार हर गांव तक विकास पहुंचाने के लिए संकल्पित है। विधानसभा अध्यक्ष डॉ. रमन सिंह ने आज राजनांदगांव विधानसभा क्षेत्र के ग्रामीण अंचल में करोड़ों रुपये की लागत से 154 विकास कार्यों का भूमिपूजन किया। उन्होंने कहा कि इन कार्यों से गांवों में सड़क, पानी, बिजली, स्कूल और स्वास्थ्य जैसी बुनियादी सुविधाओं का विस्तार होगा और ग्रामीण जनों का जीवन स्तर बेहतर होगा। कार्यक्रम में बड़ी संख्या में जनप्रतिनिधि एवं ग्रामीणजन उपस्थित रहे। डॉ. सिंह ने कहा कि प्रदेश सरकार हर गांव तक विकास पहुंचाने के लिए संकल्पित है। विधानसभा अध्यक्ष डॉ. रमन सिंह ने आज राजनांदगांव विधानसभा क्षेत्र के ग्रामीण अंचल में करोड़ों रुपये की लागत से 154 विकास कार्यों का भूमिपूजन किया। उन्होंने कहा कि इन कार्यों से गांवों में सड़क, पानी, बिजली, स्कूल और स्वास्थ्य जैसी बुनियादी सुविधाओं का विस्तार होगा और ग्रामीण जनों का जीवन स्तर बेहतर होगा। कार्यक्रम में बड़ी संख्या में जनप्रतिनिधि एवं ग्रामीणजन उपस्थित रहे। डॉ. सिंह ने कहा कि प्रदेश सरकार हर गांव तक विकास पहुंचाने के लिए संकल्पित है। विधानसभा अध्यक्ष डॉ. रमन सिंह ने आज राजनांदगांव विधानसभा क्षेत्र के ग्रामीण अंचल में क [441, 70, 497, 247]
story7-headline: जल समृद्धि के लिए दिखाई दे रहा प्रयास पुरजोर [62, 620, 306, 636]
divider [263, 252, 264, 427]
divider [97, 252, 98, 607]
story5-body-1: अस्पताल में संक्रमण नियंत्रण को और मजबूत बनाने के लिए अत्याधुनिक एथीलीन ऑक्साइड स्टेरलाइजर स्थापित किया गया है। इससे चिकित्सा उपकरणों का सुरक्षित और प्रभावी निर्जीवीकरण संभव होगा। अस्पताल में संक्रमण नियंत्रण को और मजबूत बनाने के लिए अत्याधुनिक एथीलीन ऑक्साइड स्टेरलाइजर स्थापित किया गया है। इससे चिकित्सा उपकरणों का सुरक्षित और प्रभावी निर्जीवीकरण संभव होगा। अस्पताल में संक्रमण नियंत्रण को और मजबूत बनाने के लिए अत्याधुनिक एथीलीन ऑक्साइड स्टेरलाइजर स्थापित किया गया है। इससे चिकित्सा उपकरणों का सुरक्षित और प्रभावी निर्जीवीकरण संभव होगा। अस्पताल में संक्रमण नियंत्रण को और मजबूत बनाने के लिए अत्याधुनिक एथीलीन ऑक्साइड स्टेरलाइजर स्थापित किया गया है। इससे चिकित्सा उपकरणों का सुरक्षित और प्रभावी निर्जीवीकरण संभव होगा। अस्पताल में संक्रमण नियंत्रण को और मजबूत बनाने के लिए अत्याधुनिक एथीलीन ऑक्साइड स्टेरलाइजर स्थापित किया गया है। इससे चिकित्सा उपकरणों का सुरक्षित और प्रभावी निर्जीवीकरण संभव होगा। अस्पताल में संक्रमण नियंत्रण को और मजबूत बनाने के लिए अत्याधुनिक एथीलीन ऑक्साइड स्टेरलाइजर स्थापित किया गया है। इससे चिकित्सा उपकरणों का [100, 510, 160, 606]
story2-headline: बजरंगदल ने फूंका पुतला राष्ट्रपति के नाम सौंपा ज्ञापन [107, 255, 253, 276]
story2-body-3: बजरंगदल कार्यकर्ताओं ने विरोध प्रदर्शन करते हुए पुतला दहन किया तथा राष्ट्रपति के नाम ज्ञापन सौंपा। कार्यकर्ताओं ने घटना के दोषियों पर कड़ी कार्रवाई की मांग की और कहा कि मांगें पूरी नहीं होने पर आंदोलन तेज किया जाएगा। बजरंगदल कार्यकर्ताओं ने विरोध प्रदर्शन करते हुए पुतला दहन किया तथा राष्ट्रपति के नाम [100, 392, 148, 426]
story2-photo [152, 290, 260, 368]
story7-body-5: जल संरक्षण और जल संवर्धन को लेकर जिले में व्यापक अभियान चलाया जा रहा है। तालाबों, नदियों और जलस्रोतों के पुनर्जीवन के लिए ग्रामीणों और प्रशासन द्वारा संयुक्त प्रयास किए जा रहे हैं। जल संरक्षण और जल संवर्धन को लेकर जिले में व्यापक अभियान चलाया जा रहा है। तालाबों, नदियों और जलस्रोतों के पुनर्जीवन के लिए ग्रामीणों और प्रशासन द्वारा संयुक्त प्रयास किए जा रहे हैं। जल संरक्षण और जल संवर्धन को लेकर जिले में व्यापक अभियान चलाया जा रहा है। तालाबों, नदियों और जलस्रोतों के पुनर्जीवन के लिए ग्रामीणों और प्रशासन द्वारा संयुक्त प्रयास किए जा रहे हैं। जल संरक्षण और जल संवर्धन को लेकर जिले में व्यापक अभियान चलाया जा रहा है। तालाबों, नदियों और जलस्रोतों के पुनर्जीवन के लिए ग्रामीणों और प्रशासन द्वारा संयुक्त प्रयास किए जा रहे हैं। जल संरक्षण और जल संवर्धन को लेकर जिले में व्यापक अभियान चलाया जा रहा है। तालाबों, नदियों और जलस्रोतों के पुनर्जीवन के लिए ग्रामीणों और प्रशासन द्वारा संयुक्त प्रयास किए जा रहे हैं। जल संरक्षण और जल संवर्धन को लेकर जिले में व्यापक अभियान चलाया जा रहा है। तालाबों, नदियों और जलस्रोतों के पुनर्जीवन के लिए ग्रामीणों और प्रशासन द्वारा संयुक्त प्रयास किए जा रहे हैं। जल संरक्षण और जल संवर्धन को लेकर जिले में व्यापक अभियान चलाया जा रहा है। तालाबों, नदियों और जलस्रोतों के पुनर्जीवन के लिए ग्रामीणों और प्रशासन द्वारा संयुक्त प्रयास किए जा रहे हैं। [272, 648, 364, 724]
lead-photo [276, 70, 372, 156]
story7-photo [100, 696, 174, 786]
divider [378, 252, 379, 427]
section-rule [0, 608, 500, 609]
story6-headline: साढ़े चार करोड़ का गांजा जब्त [407, 431, 491, 440]
sidebar-headline-2: समाधानपुर SDM की नई बुनियादसतर [17, 390, 81, 406]
logo [160, 2, 290, 32]
story4-byline: अदित्य भारत ■ रायपुर [383, 290, 414, 294]
story5-body-3: अस्पताल में संक्रमण नियंत्रण को और मजबूत बनाने के लिए अत्याधुनिक एथीलीन ऑक्साइड स्टेरलाइजर स्थापित किया गया है। इससे चिकित्सा उपकरणों का सुरक्षित और प्रभावी निर्जीवीकरण संभव होगा। अस्पताल में संक्रमण नियंत्रण को और मजबूत बनाने के लिए अत्याधुनिक एथीलीन ऑक्साइड स्टेरलाइजर स्थापित किया गया है। इससे चिकित्सा उपकरणों का सुरक्षित और प्रभावी निर्जीवीकरण संभव होगा। अस्पताल में संक्रमण नियंत्रण को और मजबूत बनाने के लिए अत्याधुनिक एथीलीन ऑक्साइड स्टेरलाइजर स्थापित किया गया है। इससे चिकित्सा उपकरणों का सुरक्षित और प्रभावी निर्जीवीकरण संभव होगा। अस्पताल में संक्रमण नियंत्रण को और मजबूत बनाने के लिए अत्याधुनिक एथीलीन ऑक्साइड स्टेरलाइजर स्थापित किया गया है। इससे चिकित्सा उपकरणों का सुरक्षित और प्रभावी निर्जीवीकरण संभव होगा। अस्पताल में संक्रमण नियंत्रण को और मजबूत बनाने के लिए अत्याधुनिक एथीलीन ऑक्साइड स्टेरलाइजर स्थापित किया गया है। इससे चिकित्सा उपकरणों का सुरक्षित और प्रभावी निर्जीवीकरण संभव होगा। अस्पताल में संक्रमण नियंत्रण को और मजबूत बनाने के लिए अत्याधुनिक एथीलीन ऑक्साइड स्टेरलाइजर स्थापित किया गया है। इससे चिकित्सा उपकरणों का सुरक्षित और प्रभावी निर्जीवीकरण संभव होगा। अस्पताल में संक्रमण नियंत्रण को और मजबूत बनाने के लिए अत्याधुनिक एथीलीन ऑक्साइड स्टेरलाइजर स्थापित किया गया है। इससे चिकित्सा उपकरणों का सुरक्षित और प्रभावी निर्जीवीकरण संभव होगा। [236, 450, 304, 555]
story7-body-4: जल संरक्षण और जल संवर्धन को लेकर जिले में व्यापक अभियान चलाया जा रहा है। तालाबों, नदियों और जलस्रोतों के पुनर्जीवन के लिए ग्रामीणों और प्रशासन द्वारा संयुक्त प्रयास किए जा रहे हैं। जल संरक्षण और जल संवर्धन को लेकर जिले में व्यापक अभियान चलाया जा रहा है। तालाबों, नदियों और जलस्रोतों के पुनर्जीवन के लिए ग्रामीणों और प्रशासन द्वारा संयुक्त प्रयास किए जा रहे हैं। जल संरक्षण और जल संवर्धन को लेकर जिले में व्यापक अभियान चलाया जा रहा है। तालाबों, नदियों और जलस्रोतों के पुनर्जीवन के लिए ग्रामीणों और प्रशासन द्वारा संयुक्त प्रयास किए जा रहे हैं। जल संरक्षण और जल संवर्धन को लेकर जिले में व्यापक अभियान चलाया जा रहा है। तालाबों, नदियों और जलस्रोतों के पुनर्जीवन के लिए ग्रामीणों और प्रशासन द्वारा संयुक्त प्रयास किए जा रहे हैं। जल संरक्षण और जल संवर्धन को लेकर जिले में व्यापक अभियान चलाया जा रहा है। तालाबों, नदियों और जलस्रोतों के पुनर्जीवन के लिए ग्रामीणों और प्रशासन द्वारा संयुक्त प्रयास किए जा रहे हैं। जल संरक्षण और जल संवर्धन को लेकर जिले में व्यापक अभियान चलाया जा रहा है। तालाबों, नदियों और जलस्रोतों के पुनर्जीवन के लिए ग्रामीणों और प्रशासन द्वारा संयुक्त प्रयास किए जा रहे हैं। जल संरक्षण और जल संवर्धन को लेकर जिले में व्यापक अभियान चलाया जा रहा है। तालाबों, नदियों और जलस्रोतों के पुनर्जीवन के लिए ग्रामीणों और प्रशासन द्वारा संयुक्त प्रयास किए जा रहे हैं। [178, 648, 268, 724]
story7-body-1: जल संरक्षण और जल संवर्धन को लेकर जिले में व्यापक अभियान चलाया जा रहा है। तालाबों, नदियों और जलस्रोतों के पुनर्जीवन के लिए ग्रामीणों और प्रशासन द्वारा संयुक्त प्रयास किए जा रहे हैं। जल संरक्षण और जल संवर्धन को लेकर जिले में व्यापक अभियान चलाया जा रहा है। तालाबों, नदियों और जलस्रोतों के पुनर्जीवन के लिए ग्रामीणों और प्रशासन द्वारा संयुक्त प्रयास किए जा रहे हैं। जल संरक्षण और जल संवर्धन को लेकर जिले में व्यापक अभियान चलाया जा रहा [6, 648, 96, 674]
page-number: 03 [478, 2, 498, 18]
divider [4, 386, 94, 387]
story3-byline: अदित्य भारत ■ रायपुर [268, 282, 299, 286]
story5-body-2: अस्पताल में संक्रमण नियंत्रण को और मजबूत बनाने के लिए अत्याधुनिक एथीलीन ऑक्साइड स्टेरलाइजर स्थापित किया गया है। इससे चिकित्सा उपकरणों का सुरक्षित और प्रभावी निर्जीवीकरण संभव होगा। अस्पताल में संक्रमण नियंत्रण को और मजबूत बनाने के लिए अत्याधुनिक एथीलीन ऑक्साइड स्टेरलाइजर स्थापित किया गया है। इससे चिकित्सा उपकरणों का सुरक्षित और प्रभावी निर्जीवीकरण संभव होगा। अस्पताल में संक्रमण नियंत्रण को और मजबूत बनाने के लिए अत्याधुनिक एथीलीन ऑक्साइड स्टेरलाइजर स्थापित किया गया है। इससे चिकित्सा उपकरणों का सुरक्षित और प्रभावी निर्जीवीकरण संभव होगा। अस्पताल में संक्रमण नियंत्रण को और मजबूत बनाने के लिए अत्याधुनिक एथीलीन ऑक्साइड स्टेरलाइजर स्थापित किया गया है। इससे चिकित्सा उपकरणों का सुरक्षित और प्रभावी निर्जीवीकरण संभव होगा। अस्पताल में संक्रमण नियंत्रण को और मजबूत बनाने के लिए अत्याधुनिक एथीलीन ऑक्साइड स्टेरलाइजर स्थापित किया गया है। इससे चिकित्सा उपकरणों का सुरक्षित और प्रभावी निर्जीवीकरण संभव होगा। अस्पताल में संक्रमण नियंत्रण को और मजबूत बनाने के लिए अत्याधुनिक एथीलीन ऑक्साइड स्टेरलाइजर स्थापित किया गया है। इससे चिकित्सा उपकरणों का सुरक्षित और प्रभावी निर्जीवीकरण संभव होगा। अस्पताल में संक्रमण नियंत्रण को और मजबूत बनाने के लिए अत्याधुनिक एथीलीन ऑक्साइड स्टेरलाइजर स्थापित किया गया है। इससे चिकित्सा उपकरणों का सुरक्षित और प्रभावी निर्जीवीकरण संभव होगा। [164, 450, 232, 555]
website[interactable]: www.adityabharat.com [386, 25, 444, 31]
sidebar-headline-1: भतरांच में अग्निवीर भर्ती हेतु ऑनलाइन आवेदन के संबंध में [13, 270, 85, 286]
story6-body-2: पुलिस ने मुखबिर की सूचना पर कार्रवाई करते हुए भारी मात्रा में गांजा जब्त किया। आरोपियों के विरुद्ध एनडीपीएस एक्ट के तहत मामला दर्ज कर जांच शुरू की गई है। पुलिस ने मुखबिर की सूचना पर कार्रवाई करते हुए भारी मात्रा में गांजा जब्त किया। आरोपियों के विरुद्ध एनडीपीएस एक्ट के तहत मामला दर्ज कर जांच शुरू की गई है। पुलिस ने मुखबिर की सूचना पर कार्रवाई करते हुए भारी मात्रा में गांजा जब्त किया। आरोपियों के विरुद्ध एनडीपीएस एक्ट के तहत मामला दर्ज कर जांच शुरू की गई है। पुलिस ने मुखबिर की सूचना पर कार्रवाई करते हुए भारी मात्रा में गांजा जब्त किया। आरोपियों के विरुद्ध एनडीपीएस एक्ट के तहत मामला दर्ज कर जांच शुरू की गई है। पुलिस ने मुखबिर की सूचना पर कार्रवाई करते हुए भारी मात्रा में गांजा जब्त किया। आरोपियों के विरुद्ध एनडीपीएस एक्ट के तहत मामला दर्ज कर जांच शुरू की गई है। पुलिस ने मुखबिर की सूचना पर कार्रवाई करते हुए भारी मात्रा में गांजा जब्त किया। आरोपियों के विरुद्ध एनडीपीएस एक्ट के तहत मामला दर्ज कर जांच शुरू की गई है। पुलिस ने मुखबिर की सूचना पर कार्रवाई करते हुए भारी मात्रा में गांजा जब्त किया। आरोपियों के विरुद्ध एनडीपीएस एक्ट के तहत मामला दर्ज कर जांच शुरू की गई है। [450, 450, 497, 576]
logo-title: अदित्य भारत [185, 7, 265, 26]
divider [398, 430, 399, 607]
